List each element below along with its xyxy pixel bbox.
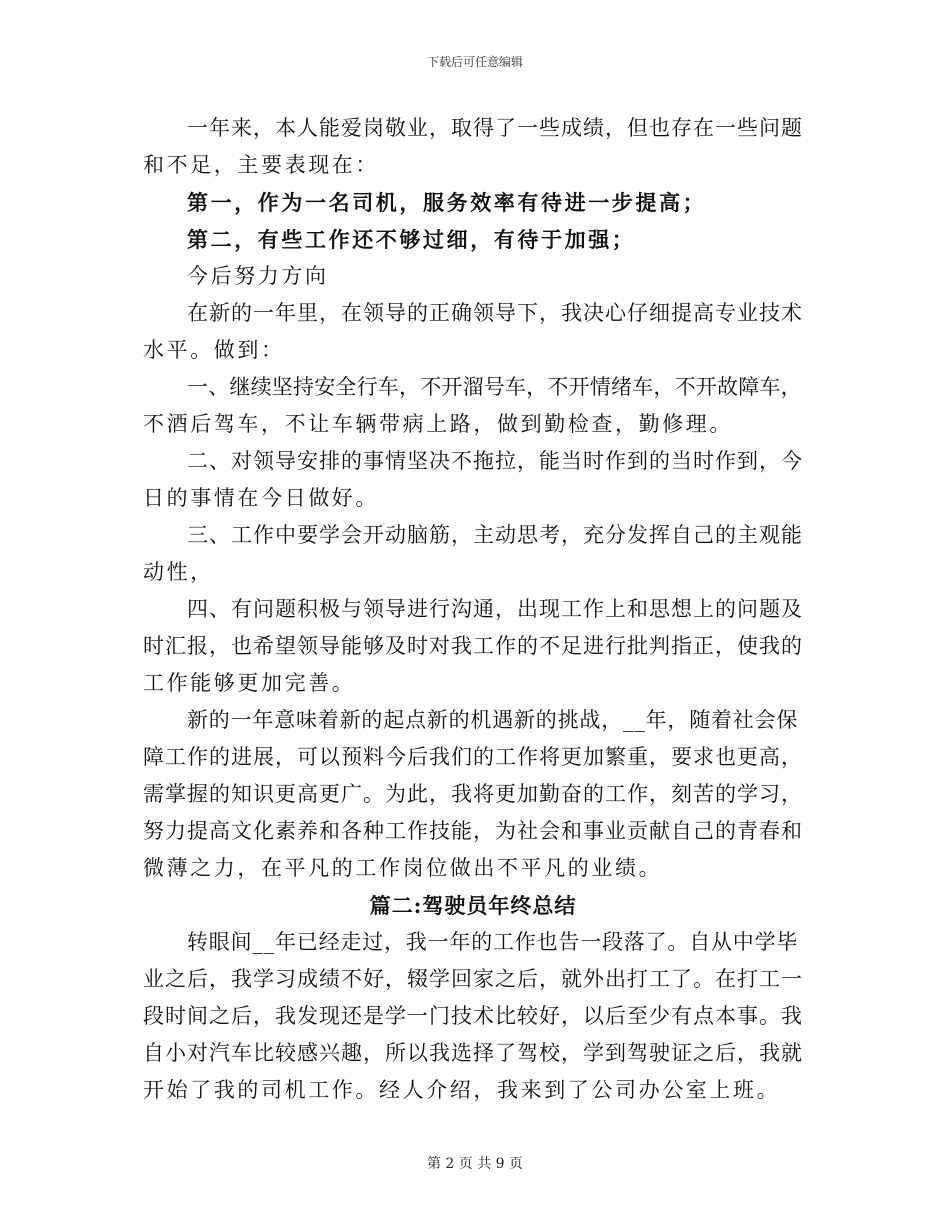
text-line: 和不足，主要表现在： [143,153,379,177]
section-heading: 篇二:驾驶员年终总结 [369,893,577,918]
text-line: 在新的一年里，在领导的正确领导下，我决心仔细提高专业技术 [187,301,803,325]
text-line: 段时间之后，我发现还是学一门技术比较好，以后至少有点本事。我 [143,1004,803,1028]
text-line: 水平。做到： [143,338,285,362]
text-line: 努力提高文化素养和各种工作技能，为社会和事业贡献自己的青春和 [143,819,803,843]
text-line: 业之后，我学习成绩不好，辍学回家之后，就外出打工了。在打工一 [143,967,803,991]
page-number-footer: 第 2 页 共 9 页 [426,1156,524,1172]
text-line: 自小对汽车比较感兴趣，所以我选择了驾校，学到驾驶证之后，我就 [143,1041,803,1065]
text-line: 时汇报，也希望领导能够及时对我工作的不足进行批判指正，使我的 [143,634,803,658]
text-line: 日的事情在今日做好。 [143,486,379,510]
text-line: 转眼间__年已经走过，我一年的工作也告一段落了。自从中学毕 [187,930,799,954]
document-body [143,110,803,1109]
text-line: 开始了我的司机工作。经人介绍，我来到了公司办公室上班。 [143,1078,781,1102]
text-line: 微薄之力，在平凡的工作岗位做出不平凡的业绩。 [143,856,663,880]
text-line: 第二，有些工作还不够过细，有待于加强； [187,227,636,252]
text-line: 新的一年意味着新的起点新的机遇新的挑战，__年，随着社会保 [187,708,799,732]
text-line: 一年来，本人能爱岗敬业，取得了一些成绩，但也存在一些问题 [187,116,803,140]
text-line: 三、工作中要学会开动脑筋，主动思考，充分发挥自己的主观能 [187,523,803,547]
header-note: 下载后可任意编辑 [426,55,523,69]
text-line: 不酒后驾车，不让车辆带病上路，做到勤检查，勤修理。 [143,412,733,436]
text-line: 今后努力方向 [187,264,329,288]
text-line: 动性， [143,560,214,584]
text-line: 障工作的进展，可以预料今后我们的工作将更加繁重，要求也更高， [143,745,803,769]
text-line: 工作能够更加完善。 [143,671,356,695]
text-line: 需掌握的知识更高更广。为此，我将更加勤奋的工作，刻苦的学习， [143,782,803,806]
text-line: 二、对领导安排的事情坚决不拖拉，能当时作到的当时作到，今 [187,449,803,473]
text-line: 一、继续坚持安全行车，不开溜号车，不开情绪车，不开故障车， [187,375,802,399]
text-line: 四、有问题积极与领导进行沟通，出现工作上和思想上的问题及 [187,597,803,621]
text-line: 第一，作为一名司机，服务效率有待进一步提高； [187,190,707,215]
